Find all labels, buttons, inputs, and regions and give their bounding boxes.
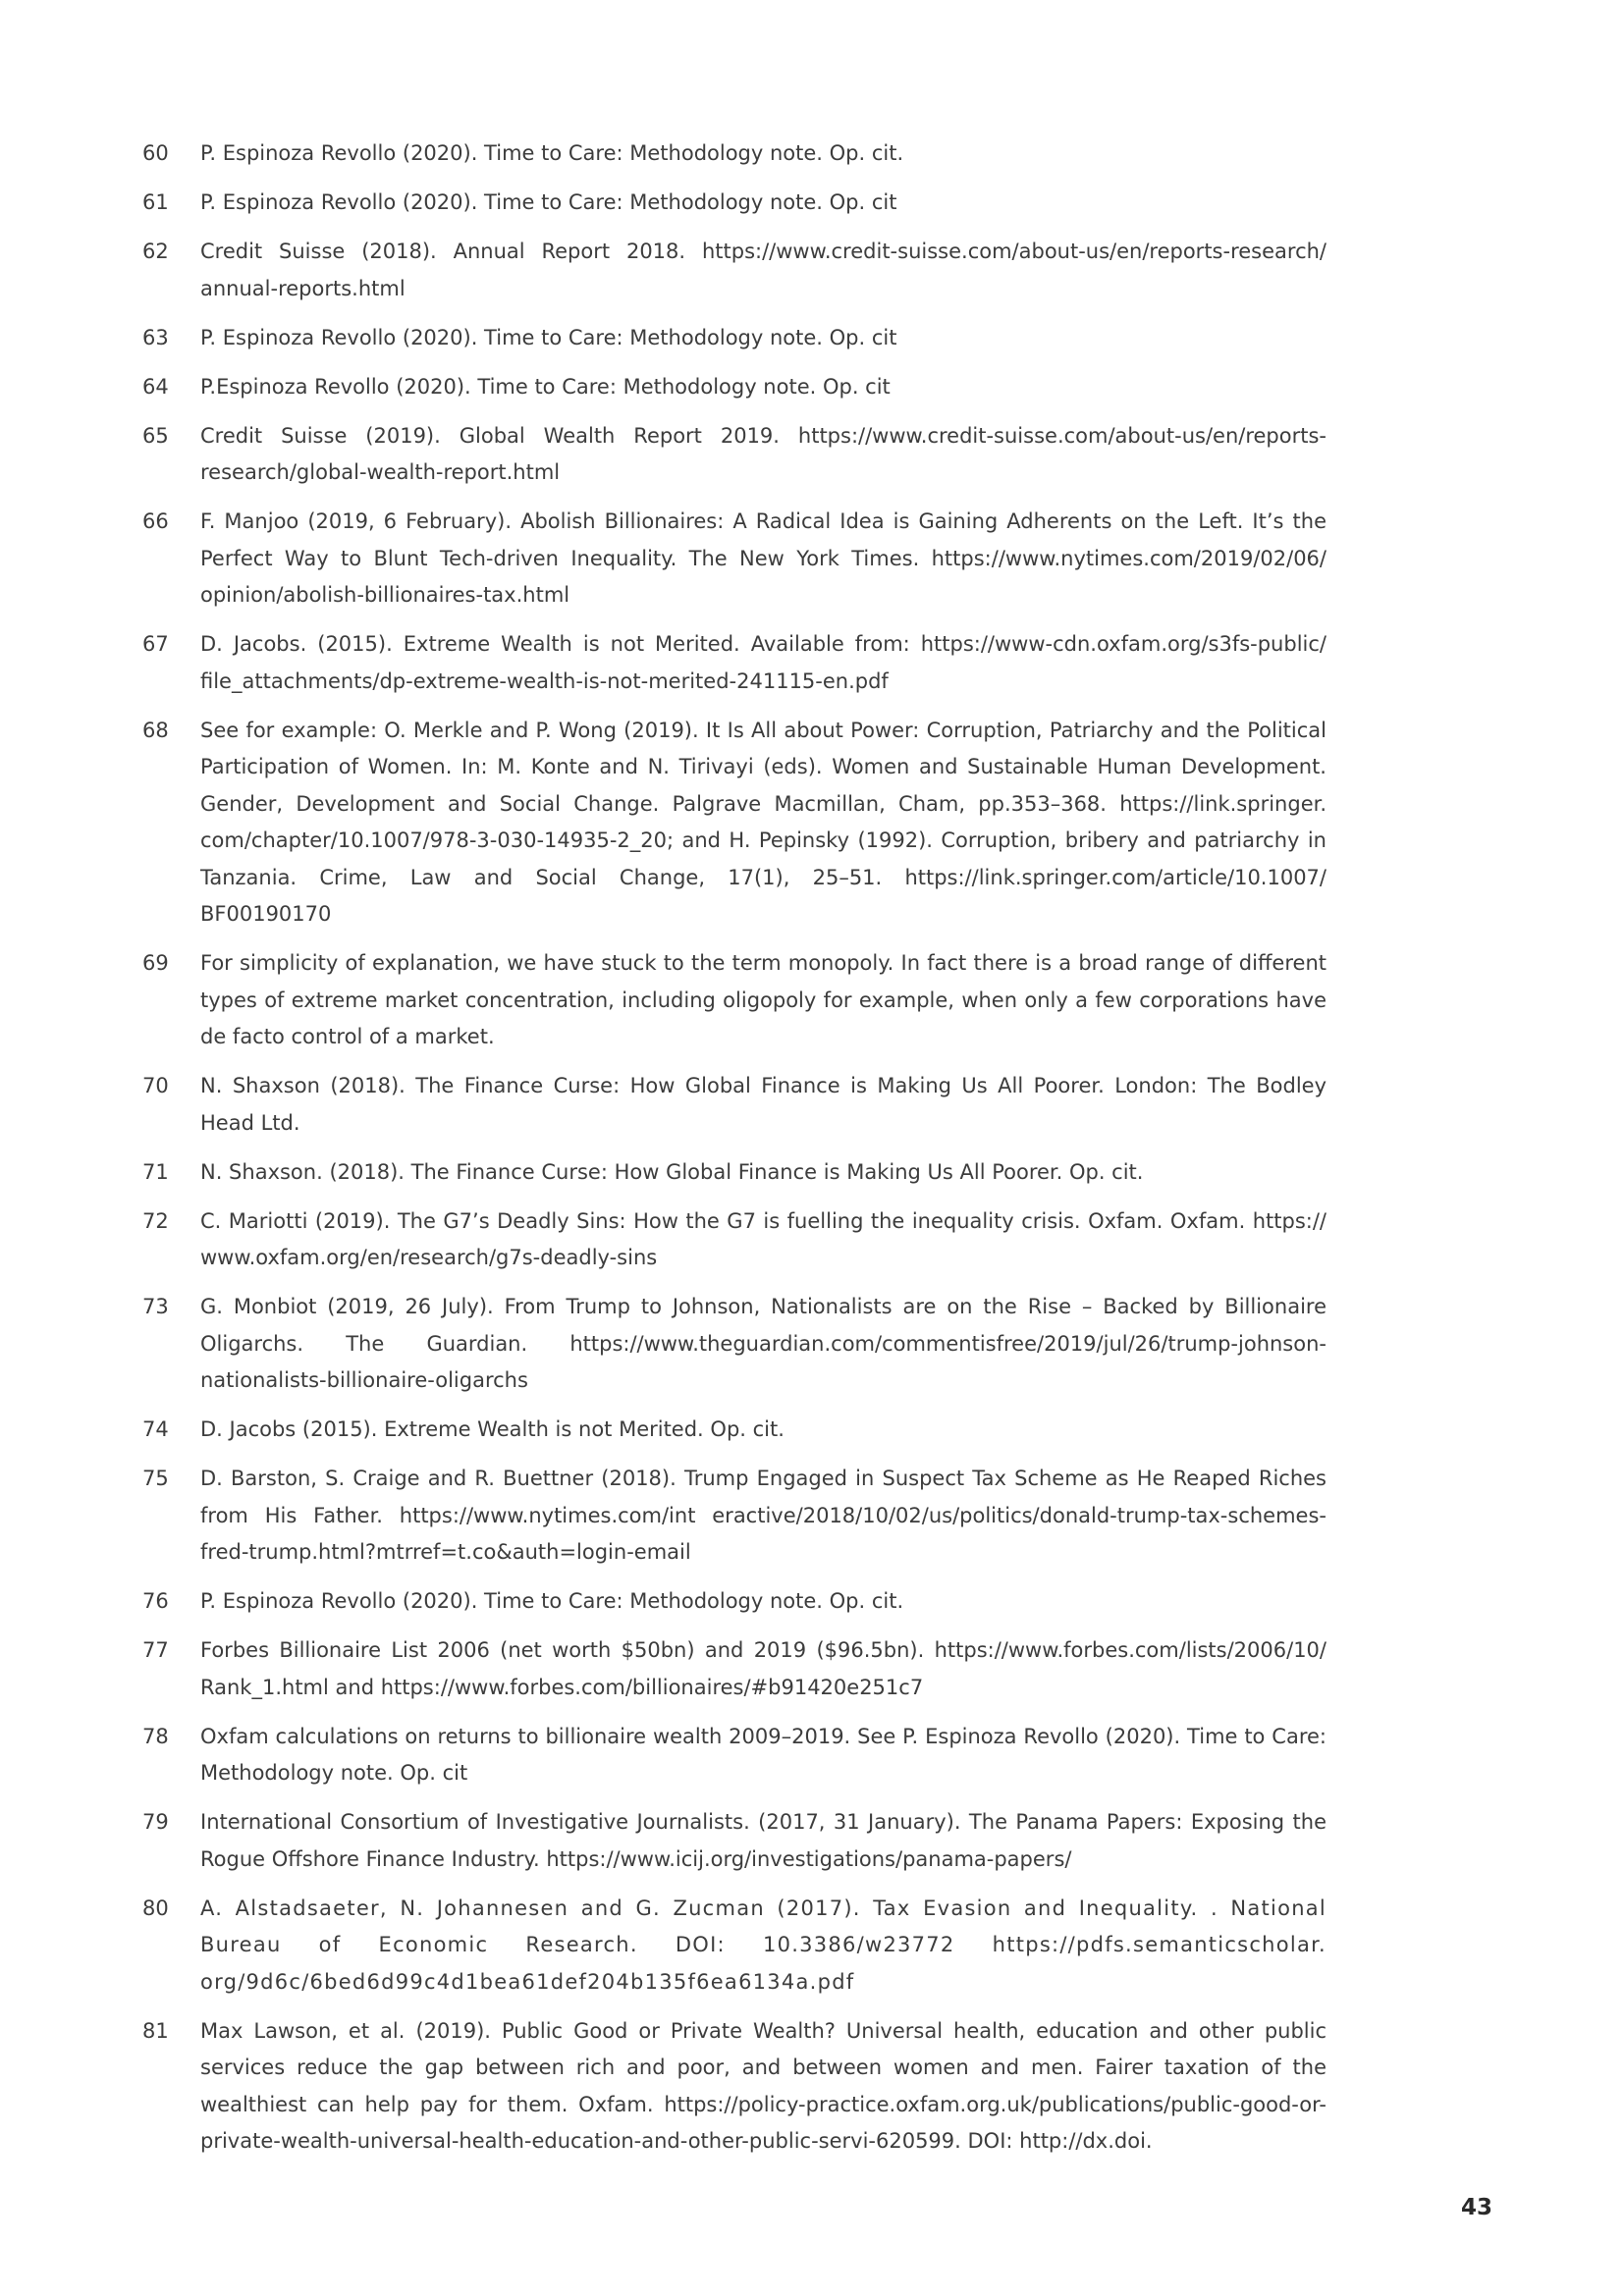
endnote-text: N. Shaxson. (2018). The Finance Curse: How Global Finance is Making Us All Poorer. Op. cit. bbox=[200, 1159, 1144, 1184]
endnote-number: 77 bbox=[142, 1638, 169, 1662]
endnote-number: 80 bbox=[142, 1896, 169, 1920]
endnote-text: P. Espinoza Revollo (2020). Time to Care: Methodology note. Op. cit bbox=[200, 325, 897, 349]
endnote bbox=[142, 1154, 1326, 1192]
endnote-number: 67 bbox=[142, 632, 169, 656]
endnote-number: 81 bbox=[142, 2018, 169, 2043]
endnote-text: N. Shaxson (2018). The Finance Curse: How Global Finance is Making Us All Poorer. London: The Bodley Head Ltd. bbox=[200, 1074, 1326, 1135]
endnote bbox=[142, 2013, 1326, 2161]
endnote bbox=[142, 1461, 1326, 1572]
endnote bbox=[142, 1804, 1326, 1878]
endnote-number: 70 bbox=[142, 1074, 169, 1097]
endnote bbox=[142, 369, 1326, 406]
endnote-text: D. Jacobs (2015). Extreme Wealth is not Merited. Op. cit. bbox=[200, 1417, 785, 1441]
endnote-text: See for example: O. Merkle and P. Wong (2019). It Is All about Power: Corruption, Patriarchy and the Political Participation of Women. In: M. Konte and N. Tirivayi (eds). Women and Sustainable Human Development. Gender, Development and Social Change. Palgrave Macmillan, Cham, pp.353–368. https://link.springer. com/chapter/10.1007/978-3-030-14935-2_20; and H. Pepinsky (1992). Corruption, bribery and patriarchy in Tanzania. Crime, Law and Social Change, 17(1), 25–51. https://link.springer.com/article/10.1007/ BF00190170 bbox=[200, 718, 1326, 926]
endnote bbox=[142, 320, 1326, 357]
endnote-text: C. Mariotti (2019). The G7’s Deadly Sins: How the G7 is fuelling the inequality crisis. Oxfam. Oxfam. https:// www.oxfam.org/en/research/g7s-deadly-sins bbox=[200, 1208, 1326, 1269]
endnote bbox=[142, 234, 1326, 307]
endnote-number: 62 bbox=[142, 240, 169, 263]
endnote-number: 63 bbox=[142, 325, 169, 349]
endnotes-list bbox=[142, 135, 1326, 2172]
endnote-text: Max Lawson, et al. (2019). Public Good or Private Wealth? Universal health, education and other public services reduce the gap between rich and poor, and between women and men. Fairer taxation of the wealthiest can help pay for them. Oxfam. https://policy-practice.oxfam.org.uk/publications/public-good-or-private-wealth-universal-health-education-and-other-public-servi-620599. DOI: http://dx.doi. bbox=[200, 2018, 1326, 2153]
endnote-number: 61 bbox=[142, 190, 169, 214]
endnote-text: D. Jacobs. (2015). Extreme Wealth is not Merited. Available from: https://www-cdn.oxfam.org/s3fs-public/ file_attachments/dp-extreme-wealth-is-not-merited-241115-en.pdf bbox=[200, 632, 1326, 693]
page-number: 43 bbox=[1461, 2195, 1493, 2220]
endnote bbox=[142, 1632, 1326, 1706]
endnote-number: 79 bbox=[142, 1810, 169, 1834]
endnote-number: 64 bbox=[142, 374, 169, 399]
endnote bbox=[142, 1719, 1326, 1792]
endnote bbox=[142, 1583, 1326, 1621]
endnote-text: Forbes Billionaire List 2006 (net worth $50bn) and 2019 ($96.5bn). https://www.forbes.com/lists/2006/10/ Rank_1.html and https://www.forbes.com/billionaires/#b91420e251c7 bbox=[200, 1638, 1326, 1699]
endnote-text: F. Manjoo (2019, 6 February). Abolish Billionaires: A Radical Idea is Gaining Adherents on the Left. It’s the Perfect Way to Blunt Tech-driven Inequality. The New York Times. https://www.nytimes.com/2019/02/06/ opinion/abolish-billionaires-tax.html bbox=[200, 509, 1326, 607]
endnote bbox=[142, 1068, 1326, 1142]
endnote bbox=[142, 1203, 1326, 1277]
endnote bbox=[142, 418, 1326, 492]
endnote-text: For simplicity of explanation, we have stuck to the term monopoly. In fact there is a broad range of different types of extreme market concentration, including oligopoly for example, when only a few corporations have de facto control of a market. bbox=[200, 951, 1326, 1048]
endnote-number: 76 bbox=[142, 1589, 169, 1613]
endnote-number: 65 bbox=[142, 423, 169, 448]
endnote-number: 74 bbox=[142, 1417, 169, 1441]
endnote-number: 69 bbox=[142, 951, 169, 975]
endnote-text: P.Espinoza Revollo (2020). Time to Care: Methodology note. Op. cit bbox=[200, 374, 891, 399]
endnote bbox=[142, 713, 1326, 934]
endnote-number: 60 bbox=[142, 141, 169, 165]
endnote-text: International Consortium of Investigative Journalists. (2017, 31 January). The Panama Papers: Exposing the Rogue Offshore Finance Industry. https://www.icij.org/investigations/panama-papers/ bbox=[200, 1810, 1326, 1871]
endnote-number: 78 bbox=[142, 1724, 169, 1748]
endnote-text: Credit Suisse (2018). Annual Report 2018. https://www.credit-suisse.com/about-us/en/reports-research/ annual-reports.html bbox=[200, 240, 1326, 300]
endnote bbox=[142, 945, 1326, 1056]
endnote-text: P. Espinoza Revollo (2020). Time to Care: Methodology note. Op. cit bbox=[200, 190, 897, 214]
endnote bbox=[142, 1412, 1326, 1449]
endnote-number: 68 bbox=[142, 718, 169, 742]
endnote bbox=[142, 1289, 1326, 1400]
endnote-text: G. Monbiot (2019, 26 July). From Trump to Johnson, Nationalists are on the Rise – Backed by Billionaire Oligarchs. The Guardian. https://www.theguardian.com/commentisfree/2019/jul/26/trump-johnson-nationalists-billionaire-oligarchs bbox=[200, 1295, 1326, 1392]
endnote bbox=[142, 185, 1326, 222]
endnote-text: D. Barston, S. Craige and R. Buettner (2018). Trump Engaged in Suspect Tax Scheme as He Reaped Riches from His Father. https://www.nytimes.com/int eractive/2018/10/02/us/politics/donald-trump-tax-schemes-fred-trump.html?mtrref=t.co&auth=login-email bbox=[200, 1467, 1326, 1564]
endnote bbox=[142, 135, 1326, 173]
endnote-number: 72 bbox=[142, 1208, 169, 1233]
endnote-text: A. Alstadsaeter, N. Johannesen and G. Zucman (2017). Tax Evasion and Inequality. . National Bureau of Economic Research. DOI: 10.3386/w23772 https://pdfs.semanticscholar. org/9d6c/6bed6d99c4d1bea61def204b135f6ea6134a.pdf bbox=[200, 1896, 1326, 1994]
endnote-text: P. Espinoza Revollo (2020). Time to Care: Methodology note. Op. cit. bbox=[200, 1589, 904, 1613]
endnote-number: 71 bbox=[142, 1159, 169, 1184]
endnote-number: 75 bbox=[142, 1467, 169, 1490]
endnote-number: 73 bbox=[142, 1295, 169, 1318]
endnote-text: Oxfam calculations on returns to billionaire wealth 2009–2019. See P. Espinoza Revollo (2020). Time to Care: Methodology note. Op. cit bbox=[200, 1724, 1326, 1785]
endnote-number: 66 bbox=[142, 509, 169, 533]
endnote bbox=[142, 626, 1326, 700]
endnote-text: Credit Suisse (2019). Global Wealth Report 2019. https://www.credit-suisse.com/about-us/en/reports-research/global-wealth-report.html bbox=[200, 423, 1326, 484]
endnote-text: P. Espinoza Revollo (2020). Time to Care: Methodology note. Op. cit. bbox=[200, 141, 904, 165]
endnote bbox=[142, 1891, 1326, 2002]
endnote bbox=[142, 504, 1326, 614]
